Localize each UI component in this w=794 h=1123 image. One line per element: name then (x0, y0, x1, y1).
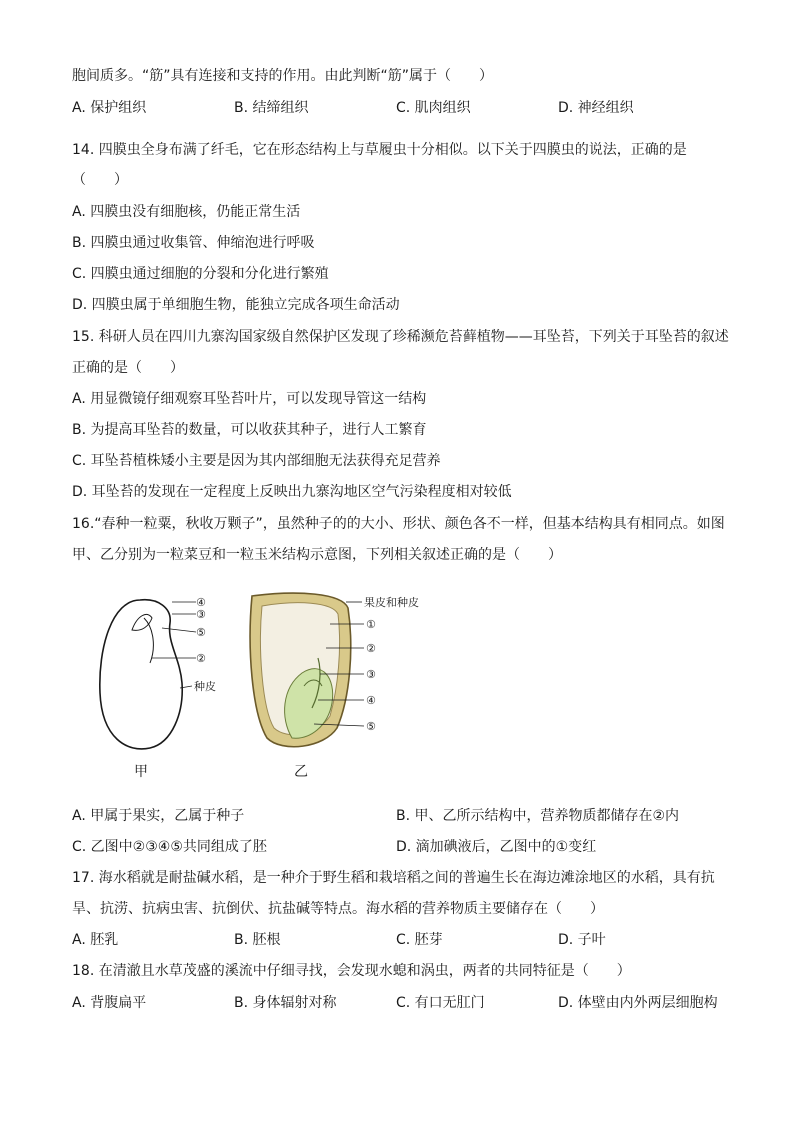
q14-option-c: C. 四膜虫通过细胞的分裂和分化进行繁殖 (72, 266, 329, 282)
q17-option-c: C. 胚芽 (396, 932, 443, 948)
q14-stem-line1: 14. 四膜虫全身布满了纤毛，它在形态结构上与草履虫十分相似。以下关于四膜虫的说法，正确的是 (72, 142, 687, 158)
corn-label-3: ③ (366, 668, 376, 681)
bean-caption: 甲 (134, 764, 148, 780)
bean-label-2: ② (196, 652, 206, 665)
q17-options (72, 930, 732, 950)
q18-option-b: B. 身体辐射对称 (234, 995, 337, 1011)
q16-option-c: C. 乙图中②③④⑤共同组成了胚 (72, 839, 267, 855)
bean-label-5: ⑤ (196, 626, 206, 639)
q17-stem-line2: 旱、抗涝、抗病虫害、抗倒伏、抗盐碱等特点。海水稻的营养物质主要储存在（ ） (72, 901, 604, 917)
q14-option-d: D. 四膜虫属于单细胞生物，能独立完成各项生命活动 (72, 297, 400, 313)
bean-label-seed-coat: 种皮 (194, 680, 216, 693)
q17-stem-line1: 17. 海水稻就是耐盐碱水稻，是一种介于野生稻和栽培稻之间的普遍生长在海边滩涂地区的水稻，具有抗 (72, 870, 715, 886)
bean-label-4: ④ (196, 596, 206, 609)
q16-options-row2 (72, 837, 732, 857)
q17-option-b: B. 胚根 (234, 932, 281, 948)
q14-stem-line2: （ ） (72, 172, 128, 188)
q18-stem: 18. 在清澈且水草茂盛的溪流中仔细寻找，会发现水螅和涡虫，两者的共同特征是（ ） (72, 963, 631, 979)
corn-label-4: ④ (366, 694, 376, 707)
q15-stem-line1: 15. 科研人员在四川九寨沟国家级自然保护区发现了珍稀濒危苔藓植物——耳坠苔，下列关于耳坠苔的叙述 (72, 329, 729, 345)
q16-stem-line2: 甲、乙分别为一粒菜豆和一粒玉米结构示意图，下列相关叙述正确的是（ ） (72, 547, 562, 563)
q16-option-a: A. 甲属于果实，乙属于种子 (72, 808, 245, 824)
q15-stem-line2: 正确的是（ ） (72, 360, 184, 376)
q17-option-a: A. 胚乳 (72, 932, 119, 948)
corn-label-2: ② (366, 642, 376, 655)
q17-option-d: D. 子叶 (558, 932, 606, 948)
q15-option-c: C. 耳坠苔植株矮小主要是因为其内部细胞无法获得充足营养 (72, 453, 441, 469)
seed-structure-figure (92, 588, 432, 788)
q13-option-c: C. 肌肉组织 (396, 100, 471, 116)
q13-option-d: D. 神经组织 (558, 100, 634, 116)
q16-option-b: B. 甲、乙所示结构中，营养物质都储存在②内 (396, 808, 680, 824)
bean-label-3: ③ (196, 608, 206, 621)
corn-kernel-diagram (250, 593, 419, 780)
q15-option-d: D. 耳坠苔的发现在一定程度上反映出九寨沟地区空气污染程度相对较低 (72, 484, 512, 500)
q16-stem-line1: 16.“春种一粒粟，秋收万颗子”，虽然种子的的大小、形状、颜色各不一样，但基本结构具有相同点。如图 (72, 516, 725, 532)
bean-outline (100, 600, 182, 749)
q16-options-row1 (72, 806, 732, 826)
q13-option-a: A. 保护组织 (72, 100, 147, 116)
corn-label-1: ① (366, 618, 376, 631)
corn-caption: 乙 (294, 764, 308, 780)
q18-option-a: A. 背腹扁平 (72, 995, 147, 1011)
q13-option-b: B. 结缔组织 (234, 100, 309, 116)
corn-label-5: ⑤ (366, 720, 376, 733)
q16-option-d: D. 滴加碘液后，乙图中的①变红 (396, 839, 597, 855)
corn-label-pericarp: 果皮和种皮 (364, 596, 419, 609)
q15-option-a: A. 用显微镜仔细观察耳坠苔叶片，可以发现导管这一结构 (72, 391, 427, 407)
bean-seed-diagram (100, 596, 216, 780)
q13-options (72, 98, 732, 118)
q18-option-c: C. 有口无肛门 (396, 995, 485, 1011)
q13-stem: 胞间质多。“筋”具有连接和支持的作用。由此判断“筋”属于（ ） (72, 68, 494, 84)
q14-option-a: A. 四膜虫没有细胞核，仍能正常生活 (72, 204, 301, 220)
q18-options (72, 993, 732, 1013)
q15-option-b: B. 为提高耳坠苔的数量，可以收获其种子，进行人工繁育 (72, 422, 427, 438)
q14-option-b: B. 四膜虫通过收集管、伸缩泡进行呼吸 (72, 235, 315, 251)
q18-option-d: D. 体壁由内外两层细胞构 (558, 995, 718, 1011)
